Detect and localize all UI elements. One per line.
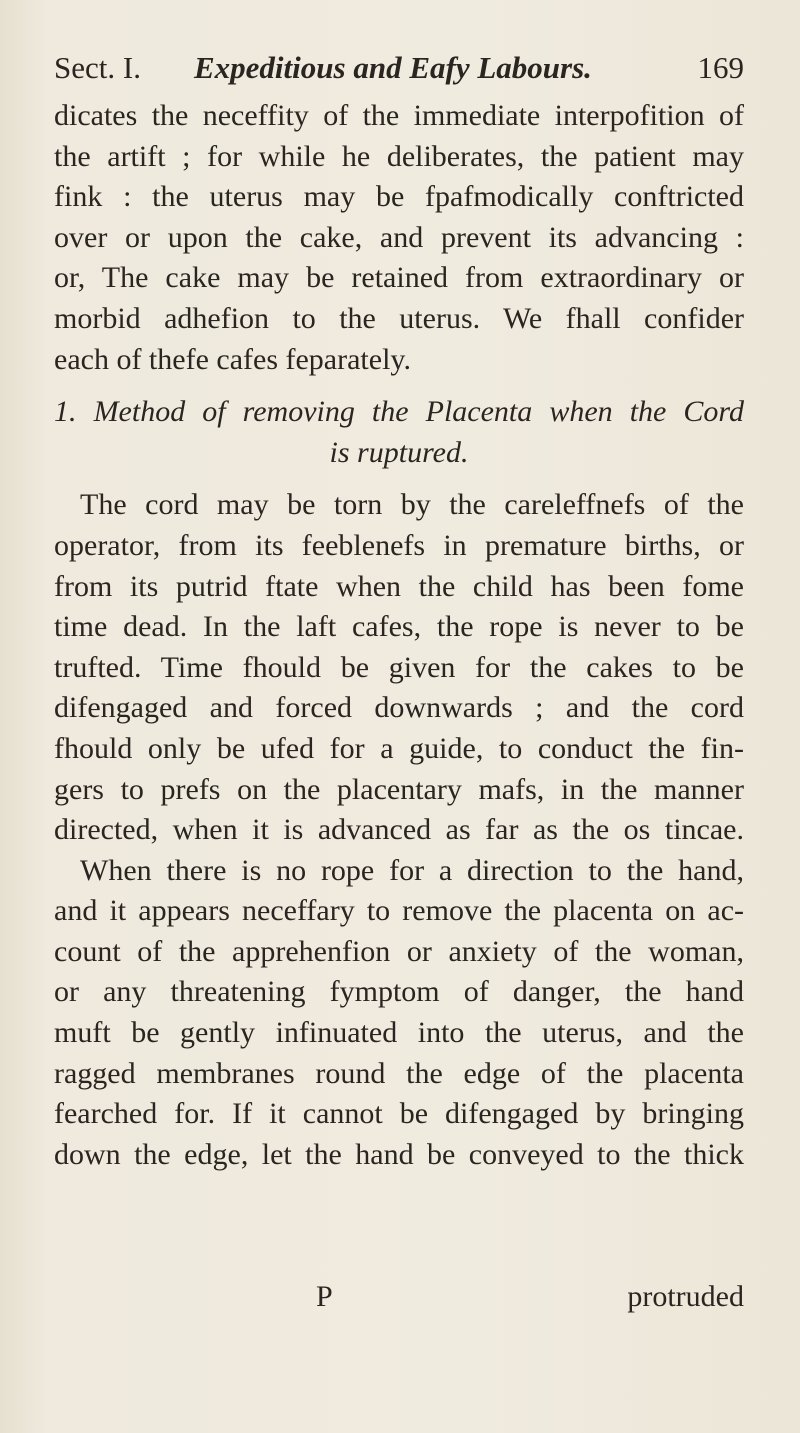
text-line: When there is no rope for a direction to the hand,: [80, 853, 744, 887]
text-line: or any threatening fymptom of danger, the hand: [54, 975, 744, 1009]
text-line: time dead. In the laft cafes, the rope is never to be: [54, 610, 744, 644]
text-line: operator, from its feeblenefs in premature births, or: [54, 528, 744, 562]
running-header: [54, 50, 744, 90]
catchword: protruded: [627, 1280, 744, 1313]
text-line: directed, when it is advanced as far as the os tincae.: [54, 813, 744, 847]
text-line: the artift ; for while he deliberates, the patient may: [54, 139, 744, 173]
section-label: Sect. I.: [54, 50, 141, 85]
text-line: morbid adhefion to the uterus. We fhall confider: [54, 301, 744, 335]
text-line: ragged membranes round the edge of the placenta: [54, 1056, 744, 1090]
text-line: and it appears neceffary to remove the placenta on ac-: [54, 894, 744, 928]
text-line: from its putrid ftate when the child has been fome: [54, 569, 744, 603]
text-line: each of thefe cafes feparately.: [54, 342, 411, 376]
text-line: fhould only be ufed for a guide, to conduct the fin-: [54, 731, 744, 765]
text-line: dicates the neceffity of the immediate interpofition of: [54, 99, 744, 132]
heading-line: is ruptured.: [329, 435, 469, 469]
text-line: or, The cake may be retained from extraordinary or: [54, 261, 744, 295]
heading-line: 1. Method of removing the Placenta when the Cord: [54, 395, 744, 429]
page-number: 169: [697, 50, 744, 85]
paragraph-3: [54, 851, 744, 1176]
running-title: Expeditious and Eafy Labours.: [194, 50, 592, 85]
text-line: difengaged and forced downwards ; and the cord: [54, 691, 744, 725]
text-line: fearched for. If it cannot be difengaged by bringing: [54, 1097, 744, 1131]
text-line: gers to prefs on the placentary mafs, in the manner: [54, 772, 744, 806]
text-line: fink : the uterus may be fpafmodically conftricted: [54, 180, 744, 214]
paragraph-1: [54, 96, 744, 380]
text-line: over or upon the cake, and prevent its advancing :: [54, 220, 744, 254]
text-line: The cord may be torn by the careleffnefs of the: [80, 488, 744, 522]
body-text: [54, 96, 744, 1175]
signature-mark: P: [316, 1280, 333, 1313]
section-heading: [54, 392, 744, 473]
page-footer: [54, 1280, 744, 1320]
text-line: muft be gently infinuated into the uterus, and the: [54, 1016, 744, 1050]
text-line: trufted. Time fhould be given for the cakes to be: [54, 650, 744, 684]
text-line: count of the apprehenfion or anxiety of the woman,: [54, 934, 744, 968]
paragraph-2: [54, 485, 744, 850]
text-line: down the edge, let the hand be conveyed to the thick: [54, 1137, 744, 1171]
